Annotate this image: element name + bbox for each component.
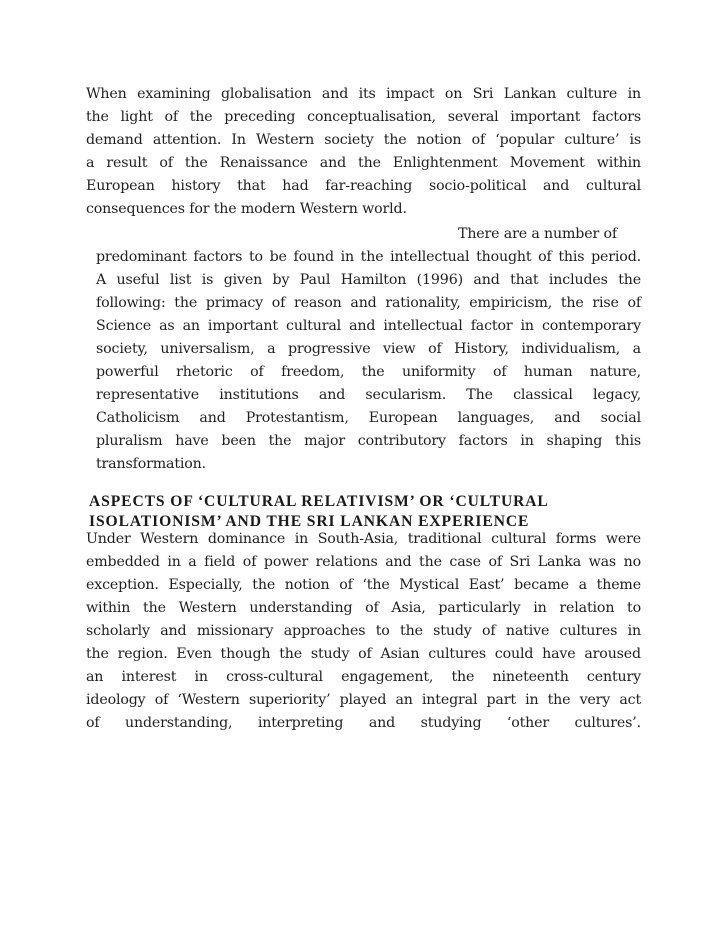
paragraph-line: A useful list is given by Paul Hamilton (1996) and that includes the <box>96 272 641 288</box>
paragraph-line: powerful rhetoric of freedom, the uniformity of human nature, <box>96 364 641 380</box>
paragraph-line: Science as an important cultural and intellectual factor in contemporary <box>96 318 641 334</box>
paragraph-line: transformation. <box>96 456 207 472</box>
paragraph-line: following: the primacy of reason and rationality, empiricism, the rise of <box>96 295 641 311</box>
paragraph-line: ideology of ‘Western superiority’ played an integral part in the very act <box>86 692 641 708</box>
paragraph-line: representative institutions and secularism. The classical legacy, <box>96 387 641 403</box>
paragraph-line: There are a number of <box>458 226 617 242</box>
paragraph-line: Catholicism and Protestantism, European languages, and social <box>96 410 641 426</box>
paragraph-line: a result of the Renaissance and the Enlightenment Movement within <box>86 155 641 171</box>
paragraph-line: European history that had far-reaching socio-political and cultural <box>86 178 641 194</box>
paragraph-line: predominant factors to be found in the intellectual thought of this period. <box>96 249 641 265</box>
paragraph-line: within the Western understanding of Asia, particularly in relation to <box>86 600 641 616</box>
paragraph-line: society, universalism, a progressive view of History, individualism, a <box>96 341 641 357</box>
paragraph-line: the light of the preceding conceptualisation, several important factors <box>86 109 641 125</box>
paragraph-line: an interest in cross-cultural engagement, the nineteenth century <box>86 669 641 685</box>
paragraph-line: scholarly and missionary approaches to the study of native cultures in <box>86 623 641 639</box>
paragraph-line: pluralism have been the major contributory factors in shaping this <box>96 433 641 449</box>
paragraph-line: demand attention. In Western society the notion of ‘popular culture’ is <box>86 132 641 148</box>
paragraph-line: of understanding, interpreting and studying ‘other cultures’. <box>86 715 641 731</box>
paragraph-line: Under Western dominance in South-Asia, traditional cultural forms were <box>86 531 641 547</box>
paragraph-line: consequences for the modern Western world. <box>86 201 407 217</box>
heading-line: ISOLATIONISM’ AND THE SRI LANKAN EXPERIENCE <box>89 513 530 530</box>
paragraph-line: the region. Even though the study of Asian cultures could have aroused <box>86 646 641 662</box>
paragraph-line: exception. Especially, the notion of ‘the Mystical East’ became a theme <box>86 577 641 593</box>
paragraph-line: embedded in a field of power relations and the case of Sri Lanka was no <box>86 554 641 570</box>
heading-line: ASPECTS OF ‘CULTURAL RELATIVISM’ OR ‘CULTURAL <box>89 493 549 510</box>
paragraph-line: When examining globalisation and its impact on Sri Lankan culture in <box>86 86 641 102</box>
